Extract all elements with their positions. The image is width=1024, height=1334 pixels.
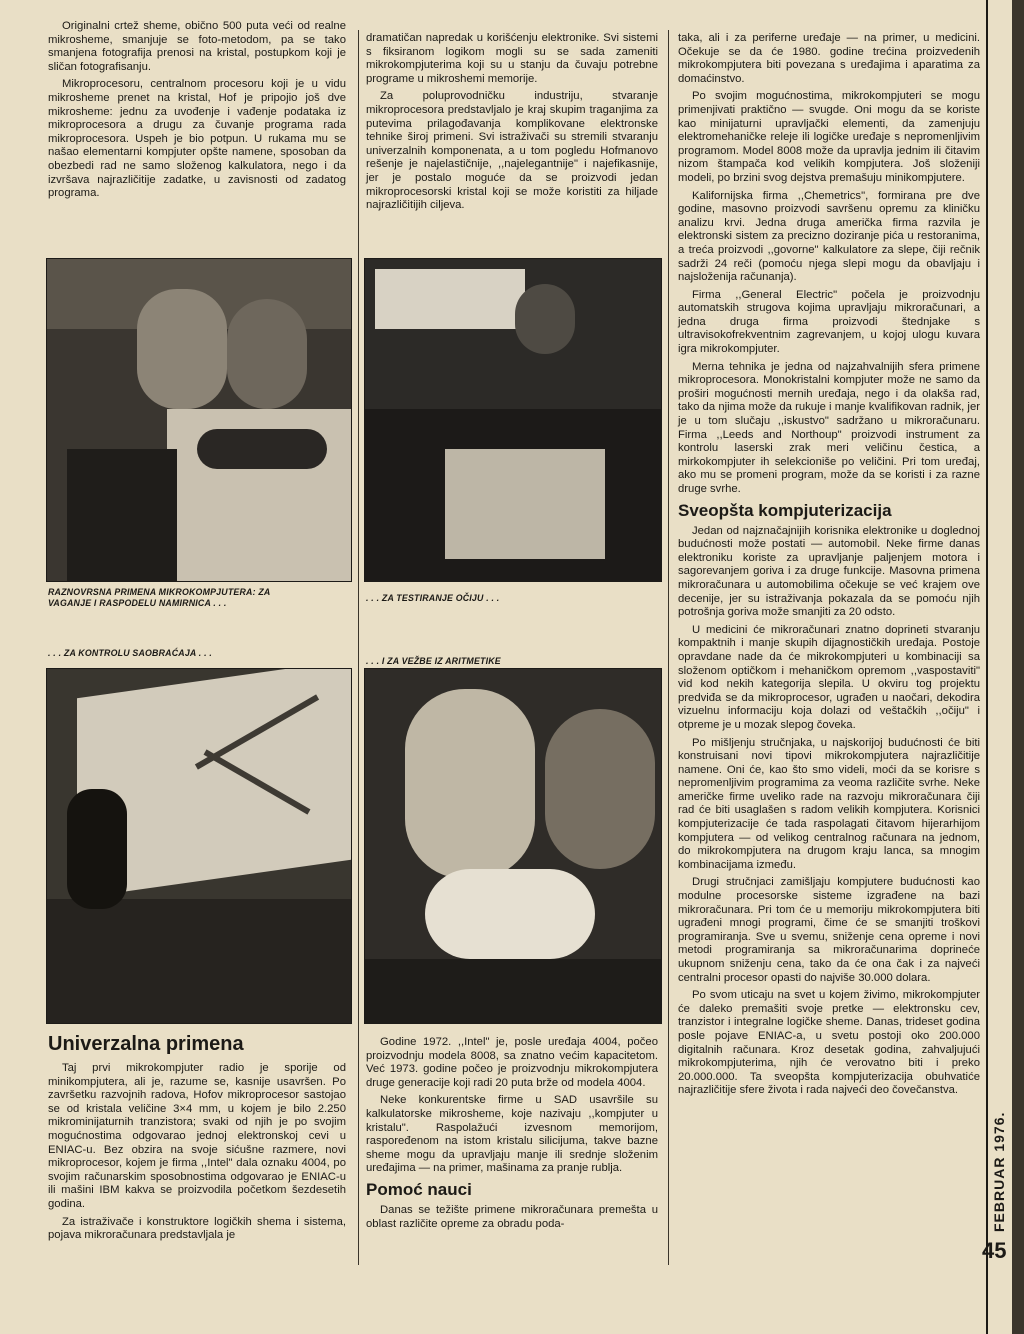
paragraph: Jedan od najznačajnijih korisnika elektronike u doglednoj budućnosti može postati — automobil. Neke firme danas elektroniku koriste za upravljanje paljenjem motora i sagorevanjem goriva i za druge funkcije. Masovna primena mikroračunara u automobilima očekuje se već krajem ove decenije, jer su istraživanja pokazala da se pomoću njih potrošnja goriva može smanjiti za 20 odsto. xyxy=(678,524,980,619)
paragraph: Originalni crtež sheme, obično 500 puta veći od realne mikrosheme, smanjuje se foto-metodom, pa se tako smanjena fotografija prenosi na kristal, postupkom koji je sličan fotografisanju. xyxy=(48,20,346,73)
column2-bottom-text xyxy=(366,1036,658,1235)
univerzalna-text xyxy=(48,1062,346,1247)
paragraph: Za istraživače i konstruktore logičkih shema i sistema, pojava mikroračunara predstavljala je xyxy=(48,1215,346,1242)
caption-eye-test: . . . ZA TESTIRANJE OČIJU . . . xyxy=(366,593,500,603)
column3-text xyxy=(678,32,980,1102)
paragraph: dramatičan napredak u korišćenju elektronike. Svi sistemi s fiksiranom logikom mogli su se sada zameniti mikrokompjuterima koji su u stanju da čuvaju potrebne programe u mikroshemi memorije. xyxy=(366,32,658,85)
paragraph: Po svom uticaju na svet u kojem živimo, mikrokompjuter će daleko premašiti svoje pretke — elektronsku cev, tranzistor i integralne logičke sheme. Danas, trideset godina posle pojave ENIAC-a, u svetu postoji oko 200.000 digitalnih računara. Kroz desetak godina, zahvaljujući mikrokompjuterima, njih će verovatno biti i preko 20.000.000. Ta sveopšta kompjuterizacija obuhvatiće najrazličitije sfere života i rada najveći deo čovečanstva. xyxy=(678,989,980,1097)
caption-arithmetic: . . . I ZA VEŽBE IZ ARITMETIKE xyxy=(366,656,501,666)
paragraph: Taj prvi mikrokompjuter radio je sporije od minikompjutera, ali je, razume se, kasnije usavršen. Po završetku razvojnih radova, Hofov mikroprocesor sastojao se od kristala veličine 3×4 mm, u kojem je bilo 2.250 mikrominijaturnih tranzistora; svaki od njih je po svojim mogućnostima odgovarao jednoj elektronskoj cevi u ENIAC-u. Bez obzira na svoje sićušne razmere, novi mikroprocesor, kojem je firma ,,Intel" dala oznaku 4004, po svojim računarskim sposobnostima odgovarao je ENIAC-u ili mašini IBM kakva se proizvodila početkom šezdesetih godina. xyxy=(48,1062,346,1210)
heading-univerzalna: Univerzalna primena xyxy=(48,1033,244,1055)
photo-eye-test xyxy=(364,258,662,582)
paragraph: Merna tehnika je jedna od najzahvalnijih sfera primene mikroprocesora. Monokristalni kompjuter može ne samo da proširi mogućnosti mernih uređaja, nego i da olakša rad, tako da njima može da rukuje i manje kvalifikovan radnik, jer je u tom slučaju ,,iskustvo" sadržano u mikroračunaru. Firma ,,Leeds and Northoup" proizvodi instrument za kontrolu laserski zrak meri veličinu čestica, a mirkokompjuter ih selekcioniše po veličini. Pri tom uređaj, ako mu se promeni program, može da se koristi i za razne druge svrhe. xyxy=(678,360,980,495)
paragraph: Godine 1972. ,,Intel" je, posle uređaja 4004, počeo proizvodnju modela 8008, sa znatno većim kapacitetom. Već 1973. godine počeo je proizvodnju mikrokompjutera druge generacije koji radi 20 puta brže od modela 4004. xyxy=(366,1036,658,1089)
photo-grocery-scale xyxy=(46,258,352,582)
paragraph: Mikroprocesoru, centralnom procesoru koji je u vidu mikrosheme prenet na kristal, Hof je pripojio još dve mikrosheme: jednu za uvođenje i vađenje podataka iz mikroprocesora a drugu za čuvanje programa rada mikroprocesora. Uspeh je bio potpun. U rukama mu se našao elementarni kompjuter opšte namene, sposoban da obezbedi rad ne samo složenog kalkulatora, nego i da izvršava najrazličitije zadatke, u zavisnosti od zadatog programa. xyxy=(48,78,346,200)
margin-rule xyxy=(986,0,988,1334)
paragraph: taka, ali i za periferne uređaje — na primer, u medicini. Očekuje se da će 1980. godine trećina proizvedenih mikrokompjutera biti povezana s uređajima i aparatima za domaćinstvo. xyxy=(678,32,980,85)
page-edge-shadow xyxy=(1012,0,1024,1334)
photo-children-calculator xyxy=(364,668,662,1024)
page-number: 45 xyxy=(982,1238,1007,1263)
paragraph: U medicini će mikroračunari znatno doprineti stvaranju kompaktnih i manje skupih dijagnostičkih uređaja. Postoje opravdane nade da će mikrokompjuteri u kombinaciji sa složenom optičkom i mehaničkom opremom ,,vaspostaviti" vid kod nekih kategorija slepila. U okviru tog projektu predviđa se da mikroprocesor, ugrađen u naočari, dekodira vizuelnu informaciju koja dolazi od veštačkih ,,očiju" i otpreme je u mozak slepog čoveka. xyxy=(678,623,980,731)
paragraph: Neke konkurentske firme u SAD usavršile su kalkulatorske mikrosheme, koje nazivaju ,,kompjuter u kristalu". Raspolažući izvesnom memorijom, raspoređenom na istom kristalu silicijuma, takve bazne sheme mogu da upravljaju manje ili srednje složenim uređajima — na primer, mašinama za pranje rublja. xyxy=(366,1094,658,1175)
paragraph: Po mišljenju stručnjaka, u najskorijoj budućnosti će biti konstruisani novi tipovi mikrokompjutera najrazličitije namene. Oni će, kao što smo videli, moći da se korisre s nepromenljivim programima za veoma različite svrhe. Neke američke firme uveliko rade na razvoju mikroračunara čiji rad će biti usaglašen s radom velikih kompjutera. Korisnici kompjuterizacije će tada raspolagati čitavom hijerarhijom kompjutera — od velikog centralnog računara na jednom, do mikrokompjutera na drugom kraju lanca, sa mnogim kombinacijama između. xyxy=(678,736,980,871)
issue-label: FEBRUAR 1976. xyxy=(991,1111,1007,1232)
paragraph: Firma ,,General Electric" počela je proizvodnju automatskih strugova kojima upravljaju mikroračunari, a jedna druga firma proizvodi štednjake s ultravisokofrekventnim zagrevanjem, u kojoj ulogu kuvara igra mikrokompjuter. xyxy=(678,288,980,356)
heading-pomoc-nauci: Pomoć nauci xyxy=(366,1179,472,1199)
heading-sveopsta: Sveopšta kompjuterizacija xyxy=(678,500,892,520)
paragraph: Po svojim mogućnostima, mikrokompjuteri se mogu primenjivati praktično — svugde. Oni mogu da se koriste kao minijaturni upravljački elementi, da zamenjuju elektromehaničke releje ili logičke uređaje s nepromenljivim programom. Model 8008 može da upravlja jednim ili čitavim nizom štampača kod velikih kompjutera. Još složeniji modeli, po brzini svog dejstva premašuju minikompjutere. xyxy=(678,90,980,184)
column2-text xyxy=(366,32,658,217)
paragraph: Za poluprovodničku industriju, stvaranje mikroprocesora predstavljalo je kraj skupim traganjima za putevima prilagođavanja komplikovane elektronske tehnike širој primeni. Svi istraživači su stremili stvaranju univerzalnih komponenata, a u tom pogledu Hofmanovo rešenje je najelastičnije, ,,najelegantnije" i najefikasnije, jer je postalo moguće da se proizvodi jedan mikroprocesorski kristal koji se može koristiti za hiljade najrazličitijih ciljeva. xyxy=(366,90,658,212)
column1-text xyxy=(48,20,346,205)
column-rule-left xyxy=(358,30,359,1265)
column-rule-right xyxy=(668,30,669,1265)
photo-traffic-control xyxy=(46,668,352,1024)
paragraph: Kalifornijska firma ,,Chemetrics", formirana pre dve godine, masovno proizvodi savršenu opremu za kliničku analizu krvi. Jedna druga američka firma razvila je elektronski sistem za precizno doziranje pića u restoranima, a treća proizvodi ,,govorne" kalkulatore za slepe, čiji rečnik sadrži 24 reči (pomoću njega slepi mogu da obavljaju i najsloženija računanja). xyxy=(678,189,980,284)
caption-traffic: . . . ZA KONTROLU SAOBRAĆAJA . . . xyxy=(48,648,213,658)
paragraph: Drugi stručnjaci zamišljaju kompjutere budućnosti kao modulne procesorske sisteme izgrađene na bazi mikroračunara. Pri tom će u memoriju mikrokompjutera biti ugrađeni mnogi programi, čime će se smanjiti troškovi programiranja. Sve u svemu, sniženje cena opreme i novi metodi programiranja sa mikroračunarima doprineće ukupnom sniženju cena, tako da će ona čak i za najveći centralni procesor opasti do najviše 30.000 dolara. xyxy=(678,876,980,984)
paragraph: Danas se težište primene mikroračunara premešta u oblast različite opreme za obradu poda- xyxy=(366,1203,658,1230)
caption-grocery: RAZNOVRSNA PRIMENA MIKROKOMPJUTERA: ZA VAGANJE I RASPODELU NAMIRNICA . . . xyxy=(48,587,271,608)
